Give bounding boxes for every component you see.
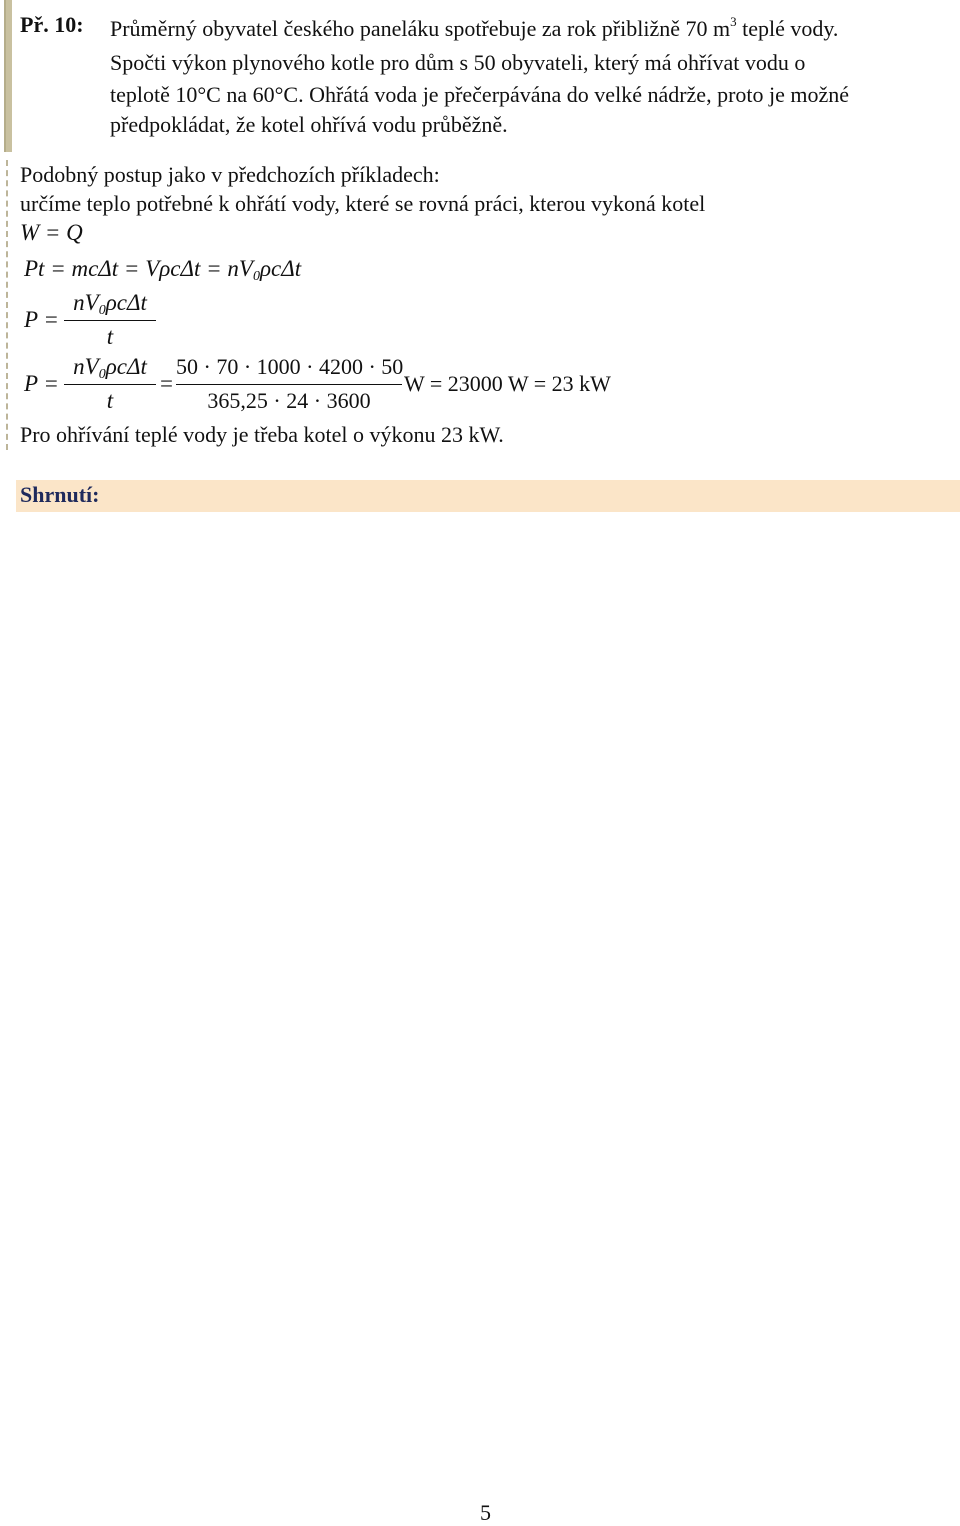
summary-title: Shrnutí:	[20, 482, 100, 507]
task-line-2: Spočti výkon plynového kotle pro dům s 50 obyvateli, který má ohřívat vodu o	[110, 50, 806, 75]
equation-power-time-tail: ρcΔt	[259, 256, 302, 281]
equation-power-time-subscript: 0	[252, 269, 260, 284]
equation-3-numerator-subscript: 0	[98, 303, 106, 318]
equation-4-denominator: t	[106, 388, 114, 413]
solution-intro-1: Podobný postup jako v předchozích příkladech:	[20, 162, 440, 187]
equation-4-numerator-subscript: 0	[98, 367, 106, 382]
equation-4-equals: =	[160, 371, 173, 396]
equation-4-numeric-fraction-bar	[176, 384, 402, 385]
task-line-1	[110, 14, 838, 44]
margin-rule-solid	[4, 0, 12, 152]
equation-4-fraction-numeric	[176, 352, 402, 416]
equation-3-lhs: P =	[24, 307, 59, 332]
equation-4-result: W = 23000 W = 23 kW	[404, 371, 611, 396]
equation-4-numerator-main: nV	[73, 354, 99, 379]
equation-4-numeric-numerator: 50 · 70 · 1000 · 4200 · 50	[176, 354, 404, 379]
equation-power-time	[24, 254, 301, 284]
equation-3-fraction-bar	[64, 320, 156, 321]
equation-4-numerator-tail: ρcΔt	[105, 354, 147, 379]
task-line-1-text: Průměrný obyvatel českého paneláku spotřebuje za rok přibližně 70 m	[110, 16, 731, 41]
task-line-3: teplotě 10°C na 60°C. Ohřátá voda je přečerpávána do velké nádrže, proto je možné	[110, 82, 850, 107]
equation-4-numeric-denominator: 365,25 · 24 · 3600	[207, 388, 371, 413]
equation-w-equals-q: W = Q	[20, 220, 83, 245]
task-line-1-end: teplé vody.	[736, 16, 839, 41]
equation-4-fraction-bar	[64, 384, 156, 385]
equation-4-fraction-symbolic	[64, 352, 156, 416]
solution-conclusion: Pro ohřívání teplé vody je třeba kotel o výkonu 23 kW.	[20, 422, 504, 447]
equation-3-denominator: t	[106, 324, 114, 349]
equation-4-lhs: P =	[24, 371, 59, 396]
summary-header-band	[16, 480, 960, 512]
margin-rule-dashed	[6, 160, 8, 450]
equation-3-fraction	[64, 288, 156, 352]
equation-4-numerator	[64, 352, 156, 382]
equation-power-time-main: Pt = mcΔt = VρcΔt = nV	[24, 256, 253, 281]
equation-3-numerator	[64, 288, 156, 318]
task-line-4: předpokládat, že kotel ohřívá vodu průběžně.	[110, 112, 508, 137]
task-label: Př. 10:	[20, 12, 84, 37]
page-number: 5	[480, 1500, 491, 1525]
equation-3-numerator-tail: ρcΔt	[105, 290, 147, 315]
task-line-1-superscript: 3	[730, 14, 737, 29]
equation-3-numerator-main: nV	[73, 290, 99, 315]
solution-intro-2: určíme teplo potřebné k ohřátí vody, které se rovná práci, kterou vykoná kotel	[20, 191, 706, 216]
